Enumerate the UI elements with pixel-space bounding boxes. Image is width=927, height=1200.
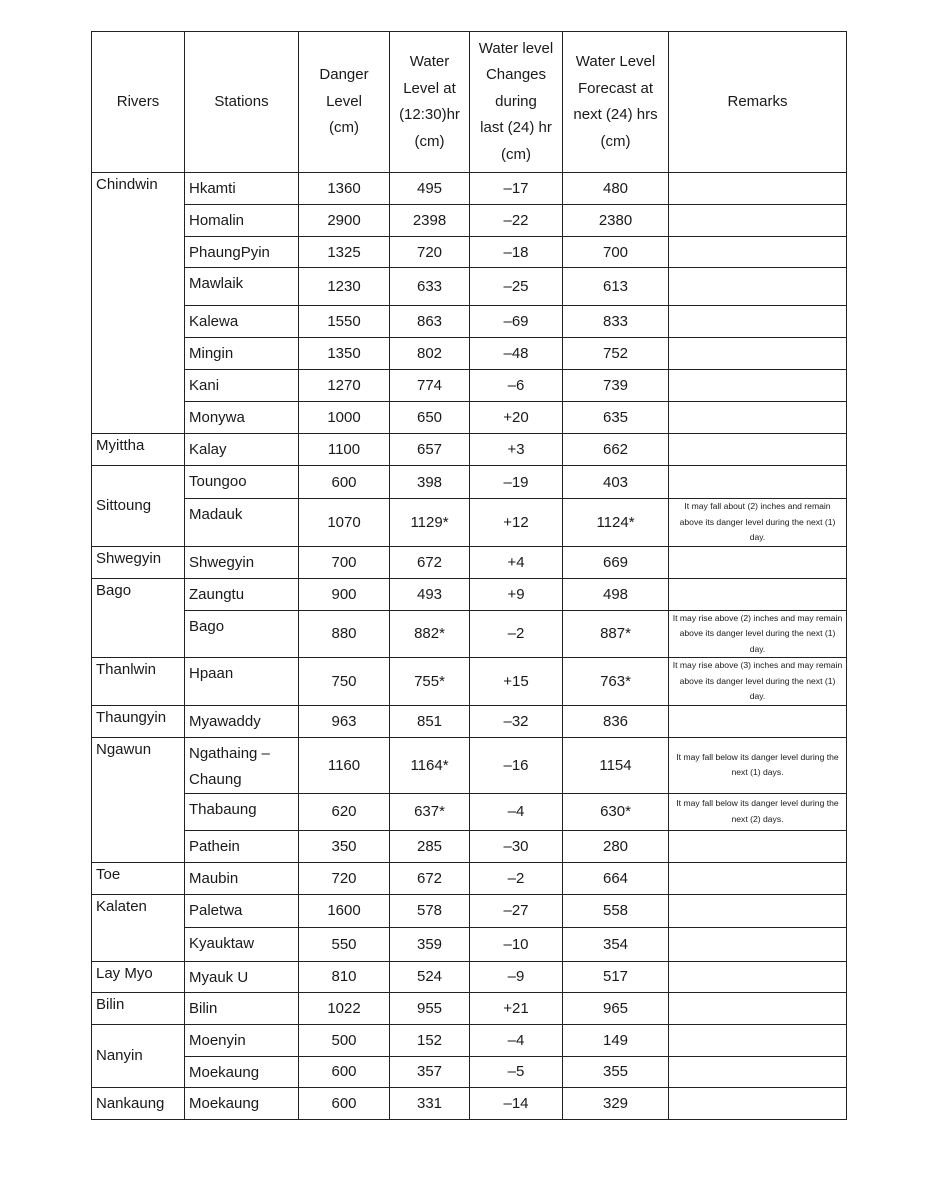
water-level: 398 xyxy=(390,466,470,499)
header-line: Level at xyxy=(403,79,456,97)
station-name: Moenyin xyxy=(185,1024,299,1056)
level-forecast: 613 xyxy=(563,268,669,306)
level-change: –27 xyxy=(470,894,563,927)
header-line: (cm) xyxy=(329,119,359,137)
level-change: +9 xyxy=(470,578,563,610)
station-name: Toungoo xyxy=(185,466,299,499)
header-line: during xyxy=(495,92,537,110)
remark xyxy=(669,546,847,578)
water-level: 882* xyxy=(390,610,470,658)
remark xyxy=(669,1056,847,1087)
danger-level: 1070 xyxy=(299,499,390,547)
danger-level: 1100 xyxy=(299,434,390,466)
remark xyxy=(669,466,847,499)
river-name: Ngawun xyxy=(92,737,185,862)
remark: It may rise above (3) inches and may remain above its danger level during the next (1) day. xyxy=(669,658,847,706)
station-name: Moekaung xyxy=(185,1056,299,1087)
water-level: 1164* xyxy=(390,737,470,793)
station-name: Zaungtu xyxy=(185,578,299,610)
river-name: Chindwin xyxy=(92,173,185,434)
header-line: Water Level xyxy=(575,53,656,70)
table-row xyxy=(92,1087,847,1119)
level-change: –4 xyxy=(470,793,563,830)
danger-level: 600 xyxy=(299,466,390,499)
danger-level: 1000 xyxy=(299,402,390,434)
water-level: 637* xyxy=(390,793,470,830)
level-change: –4 xyxy=(470,1024,563,1056)
level-forecast: 739 xyxy=(563,370,669,402)
level-change: +12 xyxy=(470,499,563,547)
danger-level: 750 xyxy=(299,658,390,706)
remark xyxy=(669,705,847,737)
danger-level: 880 xyxy=(299,610,390,658)
danger-level: 1325 xyxy=(299,237,390,268)
header-line: (12:30)hr xyxy=(399,106,460,123)
danger-level: 1360 xyxy=(299,173,390,205)
station-name: Mawlaik xyxy=(185,268,299,306)
river-name: Bilin xyxy=(92,992,185,1024)
danger-level: 1022 xyxy=(299,992,390,1024)
header-line: (cm) xyxy=(501,145,531,163)
table-row xyxy=(92,610,847,658)
station-name: Mingin xyxy=(185,338,299,370)
river-name: Kalaten xyxy=(92,894,185,961)
header-line: Water xyxy=(409,53,450,70)
level-change: –10 xyxy=(470,927,563,961)
station-name: Kani xyxy=(185,370,299,402)
level-forecast: 887* xyxy=(563,610,669,658)
table-row xyxy=(92,793,847,830)
water-level: 755* xyxy=(390,658,470,706)
table-row xyxy=(92,499,847,547)
header-forecast xyxy=(563,32,669,173)
station-name: Kalewa xyxy=(185,306,299,338)
level-change: –9 xyxy=(470,961,563,992)
water-level: 357 xyxy=(390,1056,470,1087)
header-line: Level xyxy=(326,92,362,110)
level-change: +3 xyxy=(470,434,563,466)
table-row xyxy=(92,466,847,499)
level-change: –17 xyxy=(470,173,563,205)
river-name: Thaungyin xyxy=(92,705,185,737)
level-forecast: 664 xyxy=(563,862,669,894)
danger-level: 700 xyxy=(299,546,390,578)
water-level: 720 xyxy=(390,237,470,268)
level-forecast: 149 xyxy=(563,1024,669,1056)
table-row xyxy=(92,546,847,578)
level-forecast: 403 xyxy=(563,466,669,499)
level-change: +21 xyxy=(470,992,563,1024)
danger-level: 1160 xyxy=(299,737,390,793)
header-water-level-changes xyxy=(470,32,563,173)
table-row xyxy=(92,894,847,927)
water-level: 2398 xyxy=(390,205,470,237)
remark xyxy=(669,173,847,205)
station-name: Shwegyin xyxy=(185,546,299,578)
table-row xyxy=(92,1056,847,1087)
level-forecast: 354 xyxy=(563,927,669,961)
water-level: 955 xyxy=(390,992,470,1024)
level-forecast: 752 xyxy=(563,338,669,370)
danger-level: 500 xyxy=(299,1024,390,1056)
water-level: 802 xyxy=(390,338,470,370)
table-row xyxy=(92,434,847,466)
table-row xyxy=(92,705,847,737)
level-forecast: 635 xyxy=(563,402,669,434)
level-forecast: 700 xyxy=(563,237,669,268)
level-change: –25 xyxy=(470,268,563,306)
danger-level: 620 xyxy=(299,793,390,830)
station-name: Bago xyxy=(185,610,299,658)
level-change: –22 xyxy=(470,205,563,237)
danger-level: 1270 xyxy=(299,370,390,402)
water-level: 657 xyxy=(390,434,470,466)
remark xyxy=(669,205,847,237)
header-water-level xyxy=(390,32,470,173)
level-change: –14 xyxy=(470,1087,563,1119)
river-name: Shwegyin xyxy=(92,546,185,578)
header-line: (cm) xyxy=(600,132,631,150)
level-forecast: 498 xyxy=(563,578,669,610)
header-line: last (24) hr xyxy=(480,119,552,137)
remark xyxy=(669,434,847,466)
water-level: 359 xyxy=(390,927,470,961)
remark xyxy=(669,927,847,961)
level-forecast: 669 xyxy=(563,546,669,578)
danger-level: 600 xyxy=(299,1087,390,1119)
header-danger-level xyxy=(299,32,390,173)
water-level: 650 xyxy=(390,402,470,434)
danger-level: 550 xyxy=(299,927,390,961)
level-forecast: 2380 xyxy=(563,205,669,237)
danger-level: 1550 xyxy=(299,306,390,338)
table-row xyxy=(92,205,847,237)
level-change: –2 xyxy=(470,862,563,894)
remark: It may fall below its danger level during the next (2) days. xyxy=(669,793,847,830)
table-row xyxy=(92,862,847,894)
station-name: Madauk xyxy=(185,499,299,547)
water-level: 851 xyxy=(390,705,470,737)
header-line: next (24) hrs xyxy=(573,106,658,123)
table-row xyxy=(92,578,847,610)
danger-level: 963 xyxy=(299,705,390,737)
danger-level: 900 xyxy=(299,578,390,610)
level-forecast: 517 xyxy=(563,961,669,992)
station-name: Maubin xyxy=(185,862,299,894)
water-level: 152 xyxy=(390,1024,470,1056)
water-level-table xyxy=(91,31,847,1120)
level-change: –69 xyxy=(470,306,563,338)
level-change: –48 xyxy=(470,338,563,370)
river-name: Toe xyxy=(92,862,185,894)
level-change: –2 xyxy=(470,610,563,658)
table-body xyxy=(92,173,847,1120)
header-line: Remarks xyxy=(727,92,788,110)
danger-level: 600 xyxy=(299,1056,390,1087)
station-name: Hkamti xyxy=(185,173,299,205)
table-header xyxy=(92,32,847,173)
river-name: Myittha xyxy=(92,434,185,466)
danger-level: 1230 xyxy=(299,268,390,306)
river-name: Bago xyxy=(92,578,185,658)
level-forecast: 763* xyxy=(563,658,669,706)
table-row xyxy=(92,961,847,992)
level-change: –16 xyxy=(470,737,563,793)
table-row xyxy=(92,237,847,268)
level-forecast: 836 xyxy=(563,705,669,737)
water-level: 672 xyxy=(390,862,470,894)
station-name: Kyauktaw xyxy=(185,927,299,961)
header-line: Water level xyxy=(478,39,554,57)
table-row xyxy=(92,370,847,402)
header-line: Stations xyxy=(214,92,269,110)
table-row xyxy=(92,830,847,862)
level-forecast: 1154 xyxy=(563,737,669,793)
danger-level: 810 xyxy=(299,961,390,992)
river-name: Nankaung xyxy=(92,1087,185,1119)
table-row xyxy=(92,992,847,1024)
level-forecast: 662 xyxy=(563,434,669,466)
header-line: Rivers xyxy=(116,92,160,110)
level-change: –19 xyxy=(470,466,563,499)
level-forecast: 480 xyxy=(563,173,669,205)
danger-level: 1600 xyxy=(299,894,390,927)
level-forecast: 1124* xyxy=(563,499,669,547)
level-change: +4 xyxy=(470,546,563,578)
header-line: Changes xyxy=(485,66,547,84)
station-name: Paletwa xyxy=(185,894,299,927)
water-level: 331 xyxy=(390,1087,470,1119)
table-row xyxy=(92,1024,847,1056)
header-stations xyxy=(185,32,299,173)
water-level: 672 xyxy=(390,546,470,578)
level-forecast: 630* xyxy=(563,793,669,830)
station-name: Hpaan xyxy=(185,658,299,706)
remark xyxy=(669,894,847,927)
danger-level: 720 xyxy=(299,862,390,894)
station-name: Moekaung xyxy=(185,1087,299,1119)
station-name: Pathein xyxy=(185,830,299,862)
danger-level: 350 xyxy=(299,830,390,862)
level-change: +15 xyxy=(470,658,563,706)
remark: It may fall below its danger level during the next (1) days. xyxy=(669,737,847,793)
table-row xyxy=(92,306,847,338)
water-level: 863 xyxy=(390,306,470,338)
river-name: Lay Myo xyxy=(92,961,185,992)
station-name: Myauk U xyxy=(185,961,299,992)
level-forecast: 329 xyxy=(563,1087,669,1119)
table-row xyxy=(92,173,847,205)
header-line: (cm) xyxy=(414,132,445,150)
danger-level: 2900 xyxy=(299,205,390,237)
remark xyxy=(669,830,847,862)
level-forecast: 355 xyxy=(563,1056,669,1087)
water-level: 578 xyxy=(390,894,470,927)
level-change: –6 xyxy=(470,370,563,402)
remark: It may fall about (2) inches and remain above its danger level during the next (1) day. xyxy=(669,499,847,547)
header-line: Danger xyxy=(319,66,369,84)
remark xyxy=(669,1024,847,1056)
danger-level: 1350 xyxy=(299,338,390,370)
remark xyxy=(669,237,847,268)
station-name: Bilin xyxy=(185,992,299,1024)
remark: It may rise above (2) inches and may remain above its danger level during the next (1) day. xyxy=(669,610,847,658)
remark xyxy=(669,961,847,992)
remark xyxy=(669,370,847,402)
level-forecast: 558 xyxy=(563,894,669,927)
level-change: –18 xyxy=(470,237,563,268)
water-level: 524 xyxy=(390,961,470,992)
table-row xyxy=(92,338,847,370)
level-forecast: 965 xyxy=(563,992,669,1024)
remark xyxy=(669,268,847,306)
water-level: 495 xyxy=(390,173,470,205)
level-change: –32 xyxy=(470,705,563,737)
river-name: Thanlwin xyxy=(92,658,185,706)
table-row xyxy=(92,658,847,706)
remark xyxy=(669,338,847,370)
level-forecast: 280 xyxy=(563,830,669,862)
header-rivers xyxy=(92,32,185,173)
remark xyxy=(669,402,847,434)
station-name: PhaungPyin xyxy=(185,237,299,268)
river-name: Nanyin xyxy=(92,1024,185,1087)
remark xyxy=(669,1087,847,1119)
remark xyxy=(669,992,847,1024)
table-row xyxy=(92,737,847,793)
river-name: Sittoung xyxy=(92,466,185,547)
water-level: 774 xyxy=(390,370,470,402)
table-row xyxy=(92,402,847,434)
level-forecast: 833 xyxy=(563,306,669,338)
table-row xyxy=(92,927,847,961)
station-name: Ngathaing – Chaung xyxy=(185,737,299,793)
level-change: +20 xyxy=(470,402,563,434)
level-change: –30 xyxy=(470,830,563,862)
water-level: 633 xyxy=(390,268,470,306)
station-name: Homalin xyxy=(185,205,299,237)
remark xyxy=(669,578,847,610)
water-level: 285 xyxy=(390,830,470,862)
station-name: Thabaung xyxy=(185,793,299,830)
remark xyxy=(669,306,847,338)
water-level: 493 xyxy=(390,578,470,610)
station-name: Kalay xyxy=(185,434,299,466)
station-name: Monywa xyxy=(185,402,299,434)
remark xyxy=(669,862,847,894)
table-row xyxy=(92,268,847,306)
header-line: Forecast at xyxy=(577,79,654,97)
water-level: 1129* xyxy=(390,499,470,547)
station-name: Myawaddy xyxy=(185,705,299,737)
header-remarks xyxy=(669,32,847,173)
level-change: –5 xyxy=(470,1056,563,1087)
